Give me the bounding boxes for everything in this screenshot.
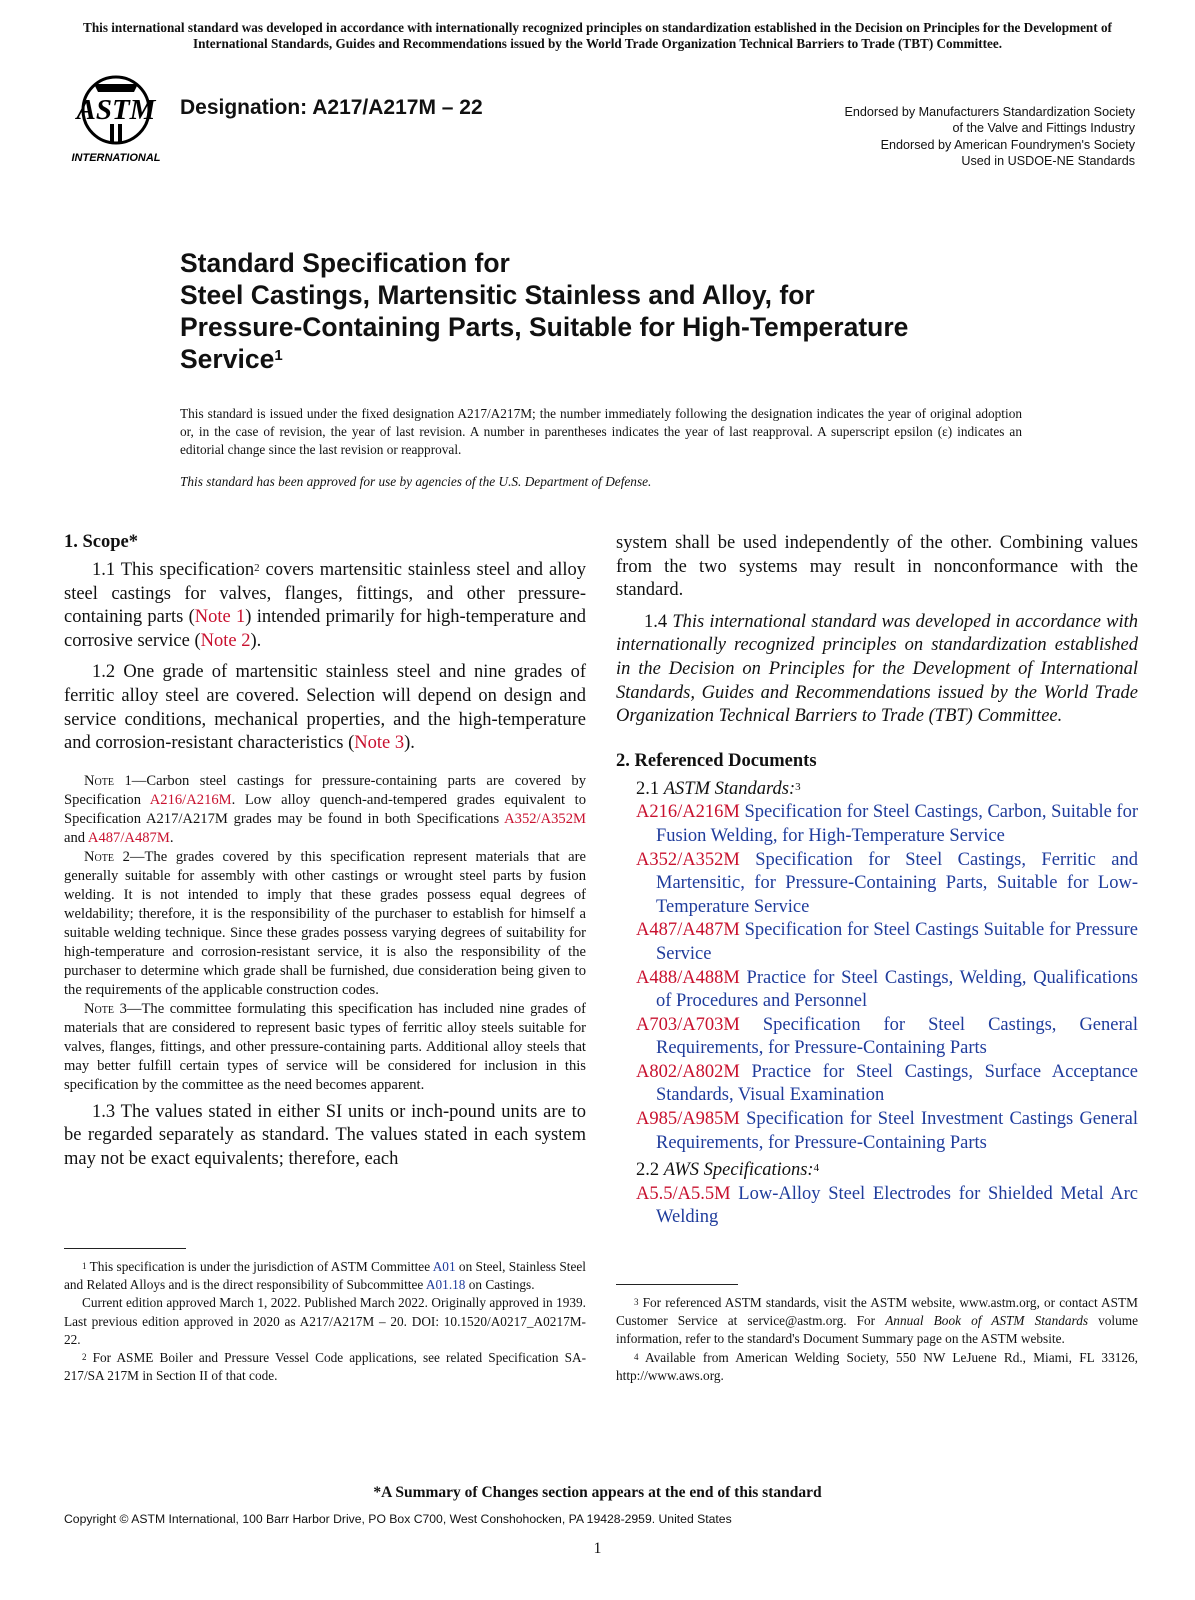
section-heading-scope: 1. Scope* xyxy=(64,532,138,552)
page-number: 1 xyxy=(593,1540,602,1557)
ref-code-link[interactable]: A703/A703M xyxy=(636,1014,740,1035)
title-footnote-mark[interactable]: 1 xyxy=(274,347,283,364)
dod-statement: This standard has been approved for use by agencies of the U.S. Department of Defense. xyxy=(180,474,652,489)
ref-title-link[interactable]: Practice for Steel Castings, Welding, Qualifications of Procedures and Personnel xyxy=(656,967,1138,1012)
astm-standards-heading: 2.1 ASTM Standards:$^3$ xyxy=(636,778,801,799)
right-column xyxy=(616,532,1138,1230)
ref-title-link[interactable]: Specification for Steel Castings, Ferritic and Martensitic, for Pressure-Containing Parts, Suitable for Low-Temperature Service xyxy=(656,849,1139,917)
footnote-rule-left xyxy=(64,1248,186,1249)
ref-item xyxy=(616,849,1138,920)
ref-item xyxy=(616,1061,1138,1108)
a216-link[interactable]: A216/A216M xyxy=(149,791,232,808)
footnote-rule-right xyxy=(616,1284,738,1285)
footnote-4: $^4$ Available from American Welding Society, 550 NW LeJuene Rd., Miami, FL 33126, http://www.aws.org. xyxy=(616,1349,1138,1383)
a487-link[interactable]: A487/A487M xyxy=(87,829,170,846)
summary-of-changes-notice: *A Summary of Changes section appears at the end of this standard xyxy=(373,1484,822,1501)
copyright: Copyright © ASTM International, 100 Barr Harbor Drive, PO Box C700, West Conshohocken, PA 19428-2959. United States xyxy=(64,1512,732,1526)
logo-word: ASTM xyxy=(76,94,156,126)
paragraph-1-2: 1.2 One grade of martensitic stainless steel and nine grades of ferritic alloy steel are covered. Selection will depend on design and service conditions, mechanical properties, and the high-temperature and corrosion-resistant characteristics (Note 3). xyxy=(64,662,586,754)
note-1: Note 1—Carbon steel castings for pressure-containing parts are covered by Specification A216/A216M. Low alloy quench-and-tempered grades equivalent to Specification A217/A217M grades may be found in both Specifications A352/A352M and A487/A487M. xyxy=(64,772,586,846)
title-line-last xyxy=(180,343,1040,375)
designation: Designation: A217/A217M – 22 xyxy=(180,96,483,119)
footnote-ref-3[interactable]: 3 xyxy=(795,780,801,793)
document-title xyxy=(180,247,1040,375)
note-1-link[interactable]: Note 1 xyxy=(194,607,246,628)
footnote-2: $^2$ For ASME Boiler and Pressure Vessel Code applications, see related Specification SA-217/SA 217M in Section II of that code. xyxy=(64,1350,586,1384)
committee-a01-link[interactable]: A01 xyxy=(432,1259,456,1274)
paragraph-1-3-continued: system shall be used independently of the other. Combining values from the two systems may result in nonconformance with the standard. xyxy=(616,533,1138,601)
title-line: Standard Specification for xyxy=(180,248,510,278)
paragraph-1-3: 1.3 The values stated in either SI units or inch-pound units are to be regarded separately as standard. The values stated in each system may not be exact equivalents; therefore, each xyxy=(64,1101,586,1169)
title-line: Service xyxy=(180,344,275,374)
footnote-ref-4[interactable]: 4 xyxy=(813,1162,820,1175)
subcommittee-a01-18-link[interactable]: A01.18 xyxy=(425,1277,466,1293)
a352-link[interactable]: A352/A352M xyxy=(504,810,586,827)
footnote-ref-2[interactable]: 2 xyxy=(254,562,260,574)
aws-specifications-heading: 2.2 AWS Specifications:$^4$ xyxy=(636,1160,820,1181)
endorsement-line: of the Valve and Fittings Industry xyxy=(952,121,1135,136)
ref-title-link[interactable]: Practice for Steel Castings, Surface Acceptance Standards, Visual Examination xyxy=(656,1061,1139,1106)
paragraph-1-4: 1.4 This international standard was developed in accordance with internationally recognized principles on standardization established in the Decision on Principles for the Development of International Standards, Guides and Recommendations issued by the World Trade Organization Technical Barriers to Trade (TBT) Committee. xyxy=(616,611,1139,727)
footnotes-right xyxy=(616,1294,1138,1385)
footnote-1: $^1$ This specification is under the jurisdiction of ASTM Committee A01 on Steel, Stainless Steel and Related Alloys and is the direct responsibility of Subcommittee A01.18 on Castings. xyxy=(64,1259,586,1293)
endorsement-line: Endorsed by Manufacturers Standardization Society xyxy=(844,105,1135,119)
ref-code-link[interactable]: A488/A488M xyxy=(636,967,740,988)
ref-item xyxy=(616,1183,1138,1230)
left-column xyxy=(64,532,586,1180)
ref-code-link[interactable]: A5.5/A5.5M xyxy=(636,1183,731,1204)
footnote-3: $^3$ For referenced ASTM standards, visit the ASTM website, www.astm.org, or contact ASTM Customer Service at service@astm.org. For Annual Book of ASTM Standards volume information, refer to the standard's Document Summary page on the ASTM website. xyxy=(616,1295,1138,1347)
logo-subtitle: INTERNATIONAL xyxy=(71,152,161,164)
issue-statement: This standard is issued under the fixed designation A217/A217M; the number immediately following the designation indicates the year of original adoption or, in the case of revision, the year of last revision. A number in parentheses indicates the year of last reapproval. A superscript epsilon (ε) indicates an editorial change since the last revision or reapproval. xyxy=(180,406,1022,457)
note-3-link[interactable]: Note 3 xyxy=(354,733,405,754)
ref-item xyxy=(616,967,1138,1014)
ref-title-link[interactable]: Specification for Steel Castings, Carbon, Suitable for Fusion Welding, for High-Temperature Service xyxy=(656,802,1138,846)
note-3: Note 3—The committee formulating this specification has included nine grades of materials that are considered to represent basic types of ferritic alloy steels suitable for valves, flanges, fittings, and other pressure-containing parts. Additional alloy steels that may better fulfill certain types of service will be considered for inclusion in this specification by the committee as the need becomes apparent. xyxy=(64,1000,586,1093)
ref-title-link[interactable]: Specification for Steel Investment Castings General Requirements, for Pressure-Containing Parts xyxy=(656,1109,1138,1153)
ref-title-link[interactable]: Specification for Steel Castings, General Requirements, for Pressure-Containing Parts xyxy=(656,1014,1138,1059)
ref-item xyxy=(616,1014,1138,1061)
ref-code-link[interactable]: A352/A352M xyxy=(636,849,740,870)
top-notice: This international standard was developed in accordance with internationally recognized principles on standardization established in the Decision on Principles for the Development of International Standards, Guides and Recommendations issued by the World Trade Organization Technical Barriers to Trade (TBT) Committee. xyxy=(83,20,1112,51)
note-2: Note 2—The grades covered by this specification represent materials that are generally suitable for assembly with other castings or wrought steel parts by fusion welding. It is not intended to imply that these grades possess equal degrees of weldability; therefore, it is the responsibility of the purchaser to establish for himself a suitable welding technique. Since these grades possess varying degrees of suitability for high-temperature and corrosion-resistant service, it is also the responsibility of the purchaser to determine which grade shall be furnished, due consideration being given to the requirements of the applicable construction codes. xyxy=(64,848,586,998)
astm-logo xyxy=(64,72,168,164)
title-line: Pressure-Containing Parts, Suitable for High-Temperature xyxy=(180,312,909,342)
edition-info: Current edition approved March 1, 2022. Published March 2022. Originally approved in 1939. Last previous edition approved in 2020 as A217/A217M – 20. DOI: 10.1520/A0217_A0217M-22. xyxy=(64,1295,586,1347)
endorsement-line: Endorsed by American Foundrymen's Society xyxy=(880,137,1135,152)
note-2-link[interactable]: Note 2 xyxy=(200,630,251,651)
ref-item xyxy=(616,919,1138,966)
ref-code-link[interactable]: A216/A216M xyxy=(636,802,740,823)
ref-item xyxy=(616,1108,1138,1155)
paragraph-1-1: 1.1 This specification$^2$ covers martensitic stainless steel and alloy steel castings for valves, flanges, fittings, and other pressure-containing parts (Note 1) intended primarily for high-temperature and corrosive service (Note 2). xyxy=(64,560,587,651)
footnotes-left xyxy=(64,1258,586,1385)
endorsements xyxy=(844,104,1135,170)
ref-code-link[interactable]: A802/A802M xyxy=(636,1061,740,1082)
title-line: Steel Castings, Martensitic Stainless and Alloy, for xyxy=(180,280,815,310)
section-heading-referenced-documents: 2. Referenced Documents xyxy=(616,750,817,771)
ref-code-link[interactable]: A487/A487M xyxy=(636,920,740,941)
ref-code-link[interactable]: A985/A985M xyxy=(636,1109,740,1130)
ref-title-link[interactable]: Specification for Steel Castings Suitable for Pressure Service xyxy=(656,920,1139,964)
ref-item xyxy=(616,801,1138,848)
ref-title-link[interactable]: Low-Alloy Steel Electrodes for Shielded Metal Arc Welding xyxy=(656,1183,1139,1228)
endorsement-line: Used in USDOE-NE Standards xyxy=(961,154,1135,169)
